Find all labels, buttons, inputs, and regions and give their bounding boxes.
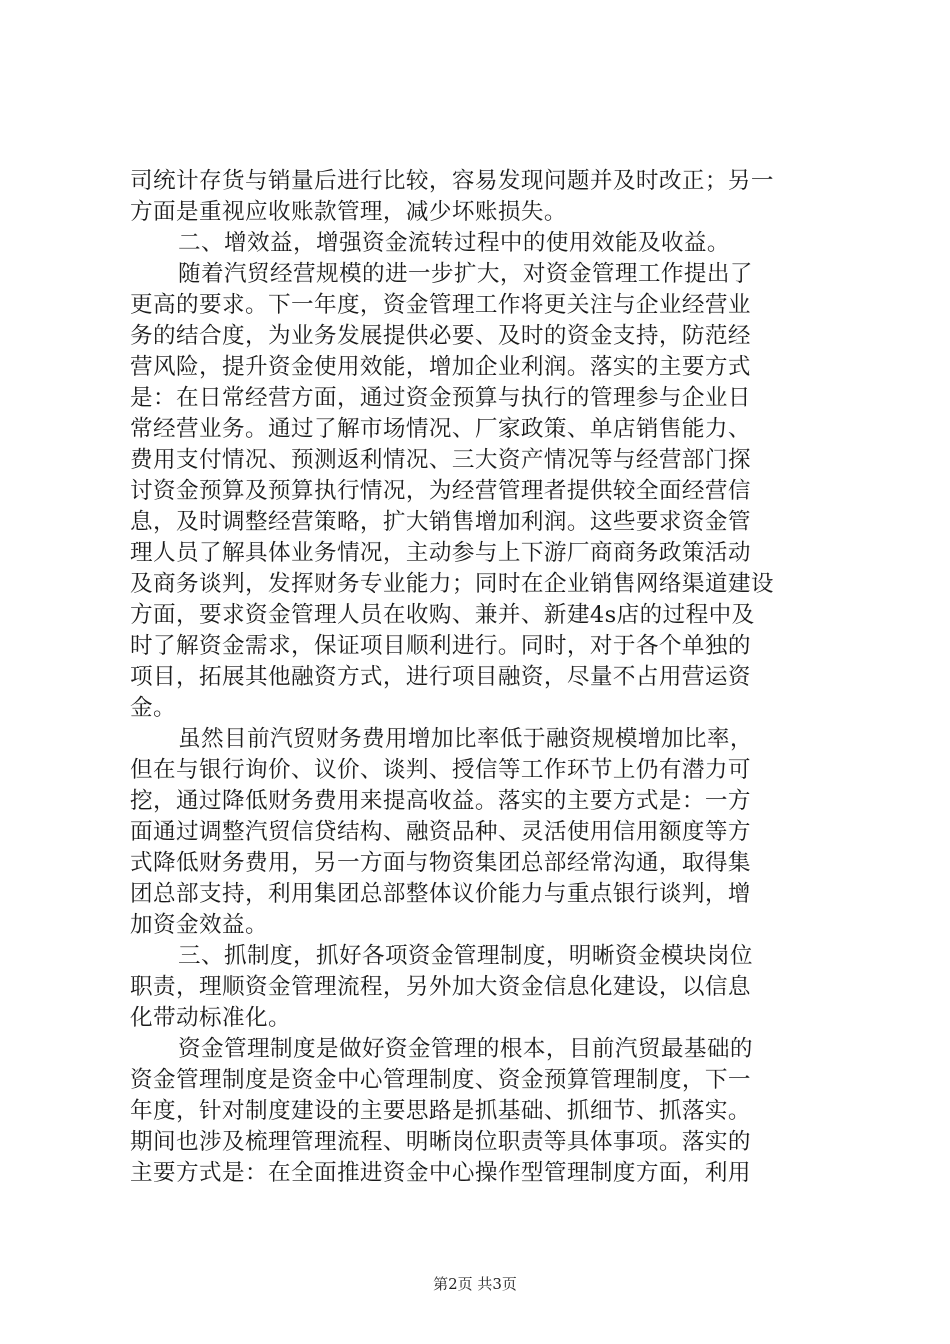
- text-line: 息，及时调整经营策略，扩大销售增加利润。这些要求资金管: [130, 509, 751, 535]
- text-line: 金。: [130, 695, 176, 721]
- text-line: 方面是重视应收账款管理，减少坏账损失。: [130, 199, 567, 225]
- text-line: 主要方式是：在全面推进资金中心操作型管理制度方面，利用: [130, 1160, 751, 1186]
- text-line: 资金管理制度是资金中心管理制度、资金预算管理制度，下一: [130, 1067, 751, 1093]
- text-line: 是：在日常经营方面，通过资金预算与执行的管理参与企业日: [130, 385, 751, 411]
- text-line: 但在与银行询价、议价、谈判、授信等工作环节上仍有潜力可: [130, 757, 751, 783]
- text-line: 项目，拓展其他融资方式，进行项目融资，尽量不占用营运资: [130, 664, 751, 690]
- section-heading: 三、抓制度，抓好各项资金管理制度，明晰资金模块岗位: [178, 943, 753, 969]
- text-line: 式降低财务费用，另一方面与物资集团总部经常沟通，取得集: [130, 850, 751, 876]
- text-line: 务的结合度，为业务发展提供必要、及时的资金支持，防范经: [130, 323, 751, 349]
- text-line: 及商务谈判，发挥财务专业能力；同时在企业销售网络渠道建设: [130, 571, 774, 597]
- section-heading: 化带动标准化。: [130, 1005, 291, 1031]
- page-number: 第2页 共3页: [433, 1275, 517, 1293]
- text-line: 理人员了解具体业务情况，主动参与上下游厂商商务政策活动: [130, 540, 751, 566]
- text-line: 常经营业务。通过了解市场情况、厂家政策、单店销售能力、: [130, 416, 751, 442]
- text-line: 讨资金预算及预算执行情况，为经营管理者提供较全面经营信: [130, 478, 751, 504]
- text-line: 时了解资金需求，保证项目顺利进行。同时，对于各个单独的: [130, 633, 751, 659]
- text-line: 年度，针对制度建设的主要思路是抓基础、抓细节、抓落实。: [130, 1098, 751, 1124]
- text-line: 团总部支持，利用集团总部整体议价能力与重点银行谈判，增: [130, 881, 751, 907]
- section-heading: 职责，理顺资金管理流程，另外加大资金信息化建设，以信息: [130, 974, 751, 1000]
- text-line: 方面，要求资金管理人员在收购、兼并、新建4s店的过程中及: [130, 602, 755, 628]
- section-heading: 二、增效益，增强资金流转过程中的使用效能及收益。: [178, 230, 730, 256]
- text-line: 加资金效益。: [130, 912, 268, 938]
- text-line: 更高的要求。下一年度，资金管理工作将更关注与企业经营业: [130, 292, 751, 318]
- text-line: 面通过调整汽贸信贷结构、融资品种、灵活使用信用额度等方: [130, 819, 751, 845]
- document-body: [130, 166, 830, 1189]
- text-line: 司统计存货与销量后进行比较，容易发现问题并及时改正；另一: [130, 168, 774, 194]
- text-line: 费用支付情况、预测返利情况、三大资产情况等与经营部门探: [130, 447, 751, 473]
- text-line: 营风险，提升资金使用效能，增加企业利润。落实的主要方式: [130, 354, 751, 380]
- text-line: 挖，通过降低财务费用来提高收益。落实的主要方式是：一方: [130, 788, 751, 814]
- text-line: 资金管理制度是做好资金管理的根本，目前汽贸最基础的: [178, 1036, 753, 1062]
- text-line: 虽然目前汽贸财务费用增加比率低于融资规模增加比率，: [178, 726, 753, 752]
- text-line: 期间也涉及梳理管理流程、明晰岗位职责等具体事项。落实的: [130, 1129, 751, 1155]
- text-line: 随着汽贸经营规模的进一步扩大，对资金管理工作提出了: [178, 261, 753, 287]
